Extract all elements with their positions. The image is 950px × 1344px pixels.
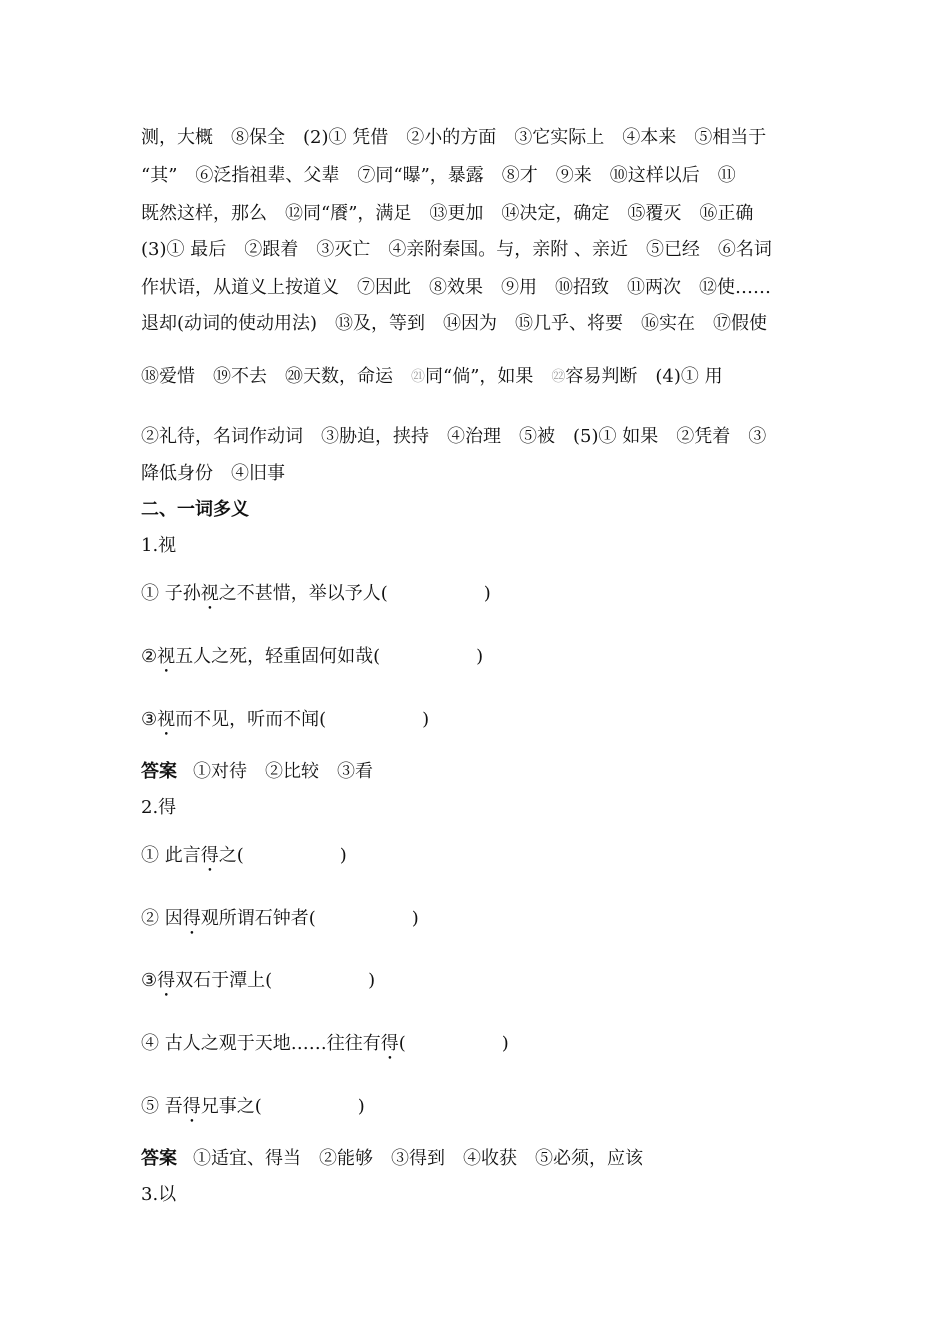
item-title-yi: [141, 1183, 813, 1207]
answer-label: 答案: [141, 1148, 177, 1169]
sentence-text: ① 子孙: [141, 583, 201, 604]
answer-blank: [388, 582, 484, 614]
item-title-de: [141, 796, 813, 820]
sentence-text: 而不见，听而不闻(: [175, 709, 327, 730]
answer-label: 答案: [141, 761, 177, 782]
item-title-text: 3.以: [141, 1184, 177, 1205]
answer-text: “其” ⑥泛指祖辈、父辈 ⑦同“曝”，暴露 ⑧才 ⑨来 ⑩这样以后 ⑪: [141, 165, 736, 186]
emphasized-char: 视: [157, 709, 176, 730]
answer-text: 测，大概 ⑧保全 (2)① 凭借 ②小的方面 ③它实际上 ④本来 ⑤相当于: [141, 127, 767, 148]
close-paren: ): [368, 970, 376, 991]
answer-blank: [316, 907, 412, 939]
sentence-shi-3: [141, 708, 813, 740]
sentence-text: 双石于潭上(: [175, 970, 273, 991]
answer-text: ①适宜、得当 ②能够 ③得到 ④收获 ⑤必须，应该: [193, 1148, 643, 1169]
answer-text: 既然这样，那么 ⑫同“餍”，满足 ⑬更加 ⑭决定，确定 ⑮覆灭 ⑯正确: [141, 203, 754, 224]
item-title-text: 2.得: [141, 797, 177, 818]
answer-shi: [141, 760, 813, 784]
answer-line-1: [141, 126, 813, 150]
sentence-de-2: [141, 907, 813, 939]
close-paren: ): [339, 845, 347, 866]
answer-line-3: [141, 202, 813, 226]
sentence-text: ②: [141, 646, 158, 667]
sentence-de-3: [141, 969, 813, 1001]
sentence-text: 之不甚惜，举以予人(: [218, 583, 388, 604]
answer-line-8: [141, 425, 813, 449]
item-title-shi: [141, 534, 813, 558]
emphasized-char: 得: [182, 908, 201, 929]
answer-line-6: [141, 312, 813, 336]
sentence-de-1: [141, 844, 813, 876]
sentence-text: ① 此言: [141, 845, 201, 866]
circled-number-21: ㉑: [411, 369, 425, 385]
answer-blank: [380, 645, 476, 677]
sentence-de-5: [141, 1095, 813, 1127]
sentence-text: ② 因: [141, 908, 183, 929]
answer-line-4: [141, 238, 813, 262]
answer-blank: [244, 844, 340, 876]
close-paren: ): [422, 709, 430, 730]
answer-text: 容易判断 (4)① 用: [565, 366, 723, 387]
sentence-text: 兄事之(: [200, 1096, 262, 1117]
answer-text: ①对待 ②比较 ③看: [193, 761, 373, 782]
answer-line-9: [141, 462, 813, 486]
sentence-text: 之(: [218, 845, 244, 866]
sentence-text: 五人之死，轻重固何如哉(: [175, 646, 381, 667]
sentence-text: (: [398, 1033, 406, 1054]
emphasized-char: 视: [200, 583, 219, 604]
sentence-shi-1: [141, 582, 813, 614]
answer-text: 退却(动词的使动用法) ⑬及，等到 ⑭因为 ⑮几乎、将要 ⑯实在 ⑰假使: [141, 313, 768, 334]
answer-text: (3)① 最后 ②跟着 ③灭亡 ④亲附秦国。与，亲附 、亲近 ⑤已经 ⑥名词: [141, 239, 772, 260]
sentence-de-4: [141, 1032, 813, 1064]
answer-text: 作状语，从道义上按道义 ⑦因此 ⑧效果 ⑨用 ⑩招致 ⑪两次 ⑫使……: [141, 277, 771, 298]
emphasized-char: 得: [182, 1096, 201, 1117]
section-title-text: 二、一词多义: [141, 499, 249, 520]
section-title: [141, 498, 813, 522]
answer-text: ②礼待，名词作动词 ③胁迫，挟持 ④治理 ⑤被 (5)① 如果 ②凭着 ③: [141, 426, 767, 447]
answer-de: [141, 1147, 813, 1171]
close-paren: ): [357, 1096, 365, 1117]
sentence-text: ④ 古人之观于天地……往往有: [141, 1033, 381, 1054]
emphasized-char: 视: [157, 646, 176, 667]
close-paren: ): [483, 583, 491, 604]
answer-line-2: [141, 164, 813, 188]
sentence-text: ③: [141, 970, 158, 991]
close-paren: ): [501, 1033, 509, 1054]
close-paren: ): [476, 646, 484, 667]
sentence-shi-2: [141, 645, 813, 677]
answer-blank: [262, 1095, 358, 1127]
answer-line-5: [141, 276, 813, 300]
emphasized-char: 得: [380, 1033, 399, 1054]
emphasized-char: 得: [200, 845, 219, 866]
circled-number-22: ㉒: [551, 369, 566, 385]
answer-text: 同“倘”，如果: [425, 366, 552, 387]
sentence-text: ⑤ 吾: [141, 1096, 183, 1117]
answer-blank: [406, 1032, 502, 1064]
answer-line-7: [141, 365, 813, 389]
close-paren: ): [411, 908, 419, 929]
answer-text: ⑱爱惜 ⑲不去 ⑳天数，命运: [141, 366, 411, 387]
answer-blank: [272, 969, 368, 1001]
sentence-text: 观所谓石钟者(: [200, 908, 316, 929]
item-title-text: 1.视: [141, 535, 177, 556]
sentence-text: ③: [141, 709, 158, 730]
answer-blank: [326, 708, 422, 740]
emphasized-char: 得: [157, 970, 176, 991]
answer-text: 降低身份 ④旧事: [141, 463, 285, 484]
